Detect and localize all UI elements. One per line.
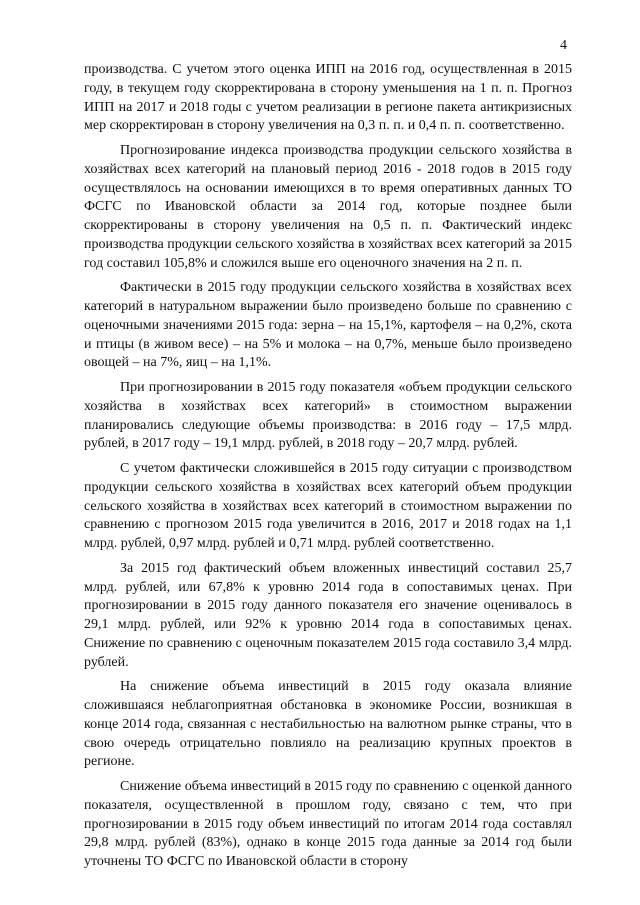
paragraph-8: Снижение объема инвестиций в 2015 году по сравнению с оценкой данного показателя, осуществленной в прошлом году, связано с тем, что при прогнозировании в 2015 году объем инвестиций по итогам 2014 года составлял 29,8 млрд. рублей (83%), однако в конце 2015 года данные за 2014 год были уточнены ТО ФСГС по Ивановской области в сторону <box>84 779 572 869</box>
paragraph-3: Фактически в 2015 году продукции сельского хозяйства в хозяйствах всех категорий в натуральном выражении было произведено больше по сравнению с оценочными значениями 2015 года: зерна – на 15,1%, картофеля – на 0,2%, скота и птицы (в живом весе) – на 5% и молока – на 0,7%, меньше было произведено овощей – на 7%, яиц – на 1,1%. <box>84 280 572 371</box>
paragraph-6: За 2015 год фактический объем вложенных инвестиций составил 25,7 млрд. рублей, или 67,8% к уровню 2014 года в сопоставимых ценах. При прогнозировании в 2015 году данного показателя его значение оценивалось в 29,1 млрд. рублей, или 92% к уровню 2014 года в сопоставимых ценах. Снижение по сравнению с оценочным показателем 2015 года составило 3,4 млрд. рублей. <box>84 560 572 670</box>
paragraph-2: Прогнозирование индекса производства продукции сельского хозяйства в хозяйствах всех категорий на плановый период 2016 - 2018 годов в 2015 году осуществлялось на основании имеющихся в то время оперативных данных ТО ФСГС по Ивановской области за 2014 год, которые позднее были скорректированы в сторону увеличения на 0,5 п. п. Фактический индекс производства продукции сельского хозяйства в хозяйствах всех категорий за 2015 год составил 105,8% и сложился выше его оценочного значения на 2 п. п. <box>84 143 572 271</box>
document-body <box>84 61 572 878</box>
paragraph-1: производства. С учетом этого оценка ИПП на 2016 год, осуществленная в 2015 году, в текущем году скорректирована в сторону уменьшения на 1 п. п. Прогноз ИПП на 2017 и 2018 годы с учетом реализации в регионе пакета антикризисных мер скорректирован в сторону увеличения на 0,3 п. п. и 0,4 п. п. соответственно. <box>84 62 572 134</box>
page-number: 4 <box>560 38 567 53</box>
paragraph-4: При прогнозировании в 2015 году показателя «объем продукции сельского хозяйства в хозяйствах всех категорий» в стоимостном выражении планировались следующие объемы производства: в 2016 году – 17,5 млрд. рублей, в 2017 году – 19,1 млрд. рублей, в 2018 году – 20,7 млрд. рублей. <box>84 380 572 452</box>
paragraph-7: На снижение объема инвестиций в 2015 году оказала влияние сложившаяся неблагоприятная обстановка в экономике России, возникшая в конце 2014 года, связанная с нестабильностью на валютном рынке страны, что в свою очередь отрицательно повлияло на реализацию крупных проектов в регионе. <box>84 679 572 770</box>
paragraph-5: С учетом фактически сложившейся в 2015 году ситуации с производством продукции сельского хозяйства в хозяйствах всех категорий объем продукции сельского хозяйства в хозяйствах всех категорий в стоимостном выражении по сравнению с прогнозом 2015 года увеличится в 2016, 2017 и 2018 годах на 1,1 млрд. рублей, 0,97 млрд. рублей и 0,71 млрд. рублей соответственно. <box>84 461 572 551</box>
